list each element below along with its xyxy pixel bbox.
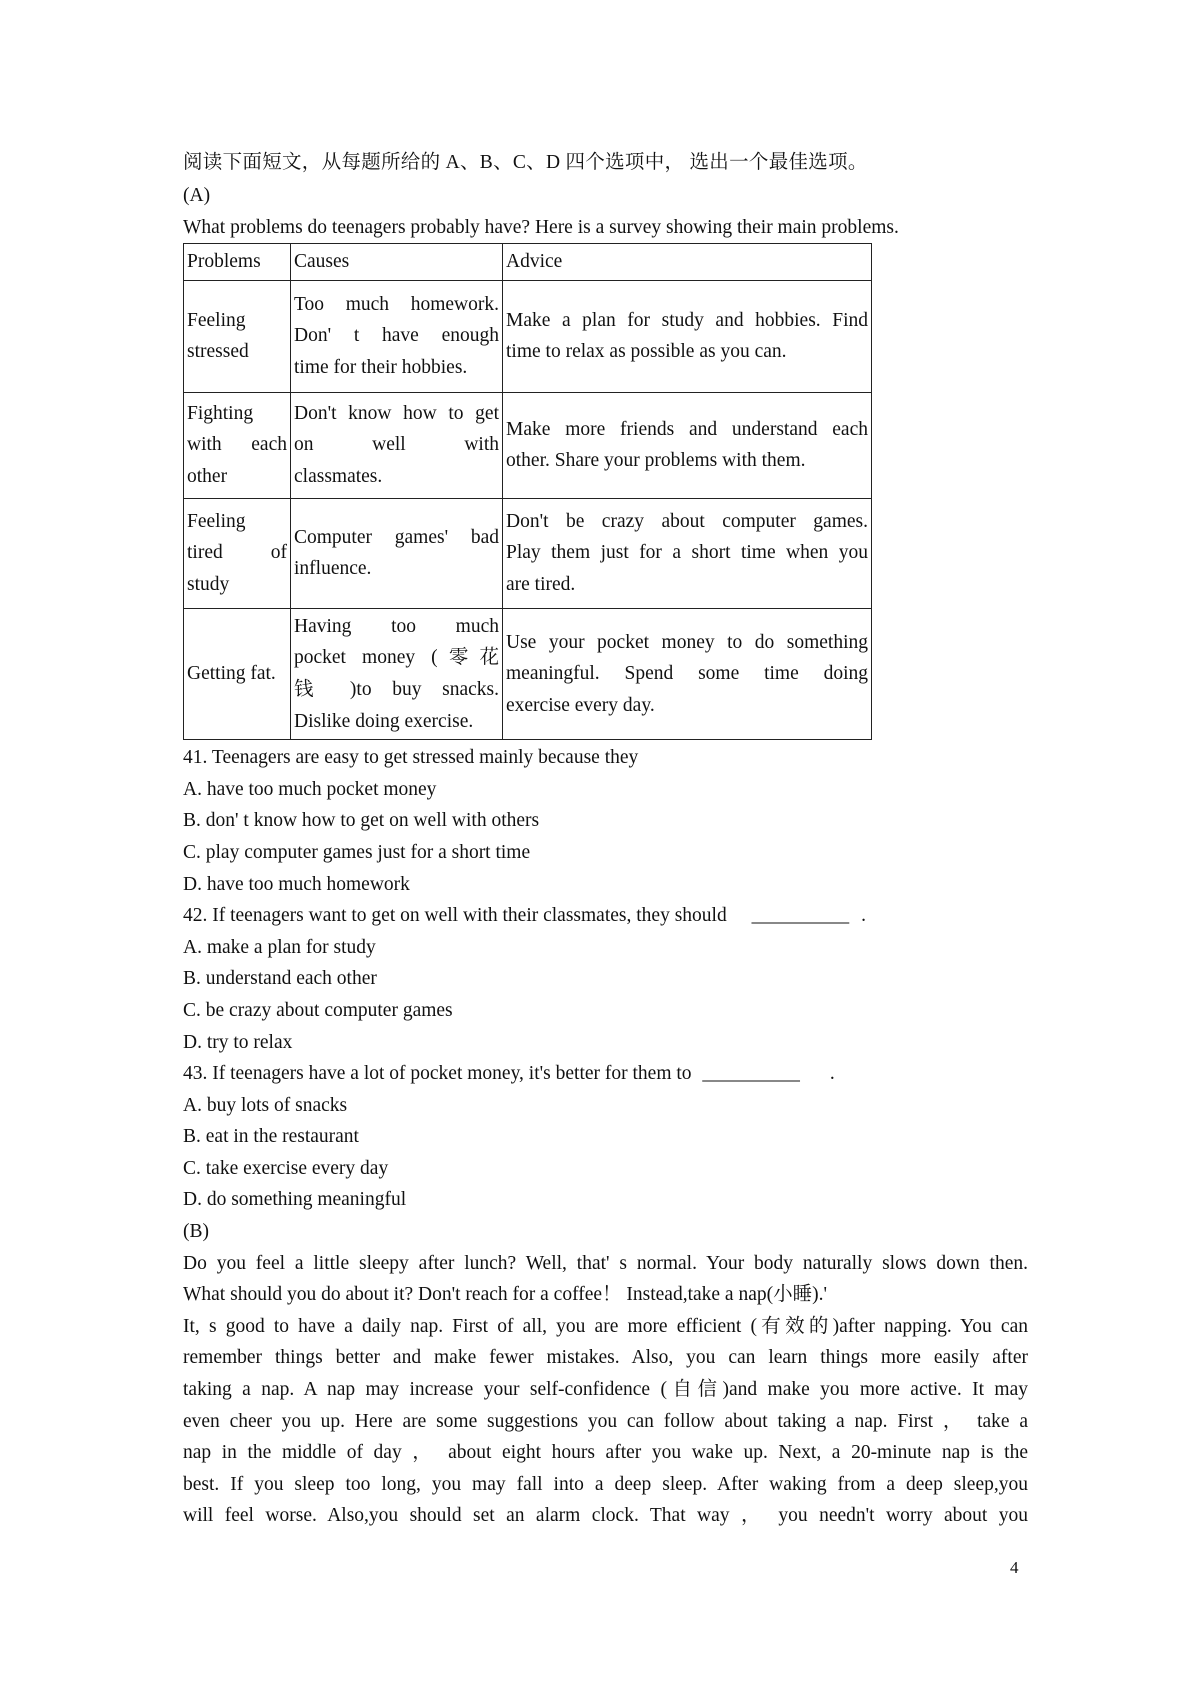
- cell-line: Make a plan for study and hobbies. Find: [506, 309, 868, 331]
- problem-cell: [184, 280, 291, 392]
- passage-line: even cheer you up. Here are some suggestions you can follow about taking a nap. First ， take a: [183, 1410, 1028, 1432]
- document-page: [183, 146, 1028, 1532]
- cell-line: time for their hobbies.: [294, 357, 468, 379]
- table-row: [184, 498, 872, 608]
- question-43: [183, 1058, 1028, 1090]
- question-42-option-b: B. understand each other: [183, 968, 377, 990]
- advice-cell: [503, 608, 872, 739]
- table-header-row: [184, 244, 872, 281]
- question-43-end: .: [829, 1063, 835, 1085]
- cell-line: are tired.: [506, 574, 576, 596]
- cell-line: Don't be crazy about computer games.: [506, 510, 868, 532]
- causes-cell: [291, 280, 503, 392]
- header-advice: Advice: [503, 244, 872, 281]
- passage-line: will feel worse. Also,you should set an alarm clock. That way ， you needn't worry about you: [183, 1505, 1028, 1527]
- question-43-stem: 43. If teenagers have a lot of pocket money, it's better for them to: [183, 1063, 692, 1085]
- question-42-end: .: [861, 905, 866, 927]
- section-b-label: (B): [183, 1221, 209, 1243]
- cell-line: Feeling: [187, 309, 246, 331]
- cell-line: Don' t have enough: [294, 325, 499, 347]
- passage-line: It, s good to have a daily nap. First of all, you are more efficient (有效的)after napping. You can: [183, 1315, 1028, 1337]
- section-a-label: (A): [183, 185, 211, 206]
- passage-line: nap in the middle of day ， about eight hours after you wake up. Next, a 20-minute nap is the: [183, 1442, 1028, 1464]
- cell-line: stressed: [187, 341, 249, 363]
- cell-line: Too much homework.: [294, 293, 499, 315]
- cell-line: Dislike doing exercise.: [294, 710, 474, 732]
- cell-line: Having too much: [294, 615, 499, 637]
- cell-line: meaningful. Spend some time doing: [506, 663, 868, 685]
- advice-cell: [503, 498, 872, 608]
- question-42-blank: __________: [751, 905, 850, 927]
- advice-cell: [503, 392, 872, 498]
- causes-cell: [291, 498, 503, 608]
- cell-line: pocket money (零花: [294, 647, 499, 669]
- cell-line: other. Share your problems with them.: [506, 450, 806, 472]
- question-43-option-b: B. eat in the restaurant: [183, 1126, 359, 1148]
- cell-line: Make more friends and understand each: [506, 418, 868, 440]
- cell-line: other: [187, 466, 228, 488]
- cell-line: on well with: [294, 434, 499, 456]
- problem-cell: [184, 392, 291, 498]
- question-42: [183, 900, 1028, 932]
- section-a-intro: What problems do teenagers probably have? Here is a survey showing their main problems.: [183, 216, 899, 238]
- cell-line: Play them just for a short time when you: [506, 542, 868, 564]
- cell-line: influence.: [294, 558, 372, 580]
- table-row: [184, 280, 872, 392]
- causes-cell: [291, 392, 503, 498]
- question-42-option-d: D. try to relax: [183, 1031, 293, 1053]
- cell-line: Fighting: [187, 402, 254, 424]
- question-42-option-a: A. make a plan for study: [183, 936, 376, 958]
- question-41-option-a: A. have too much pocket money: [183, 778, 437, 800]
- question-41-option-b: B. don' t know how to get on well with others: [183, 810, 540, 832]
- cell-line: Getting fat.: [187, 663, 276, 685]
- question-41-option-d: D. have too much homework: [183, 873, 410, 895]
- question-42-stem: 42. If teenagers want to get on well with their classmates, they should: [183, 905, 727, 927]
- cell-line: Don't know how to get: [294, 402, 499, 424]
- survey-table: [183, 243, 872, 740]
- cell-line: 钱 )to buy snacks.: [294, 678, 499, 700]
- problem-cell: [184, 608, 291, 739]
- question-41-stem: 41. Teenagers are easy to get stressed mainly because they: [183, 747, 639, 769]
- cell-line: study: [187, 574, 230, 596]
- cell-line: Feeling: [187, 510, 246, 532]
- header-problems: Problems: [184, 244, 291, 281]
- page-number: 4: [1010, 1558, 1019, 1577]
- question-43-option-c: C. take exercise every day: [183, 1157, 389, 1179]
- cell-line: exercise every day.: [506, 694, 655, 716]
- cell-line: with each: [187, 434, 287, 456]
- cell-line: time to relax as possible as you can.: [506, 341, 787, 363]
- instructions-text: 阅读下面短文，从每题所给的 A、B、C、D 四个选项中， 选出一个最佳选项。: [183, 152, 868, 173]
- problem-cell: [184, 498, 291, 608]
- passage-line: remember things better and make fewer mistakes. Also, you can learn things more easily after: [183, 1347, 1028, 1369]
- causes-cell: [291, 608, 503, 739]
- question-42-option-c: C. be crazy about computer games: [183, 999, 453, 1021]
- cell-line: Computer games' bad: [294, 526, 499, 548]
- advice-cell: [503, 280, 872, 392]
- table-row: [184, 392, 872, 498]
- passage-line: What should you do about it? Don't reach for a coffee！ Instead,take a nap(小睡).': [183, 1284, 827, 1306]
- question-41-option-c: C. play computer games just for a short time: [183, 841, 531, 863]
- table-row: [184, 608, 872, 739]
- passage-line: best. If you sleep too long, you may fall into a deep sleep. After waking from a deep sleep,you: [183, 1473, 1028, 1495]
- question-43-option-d: D. do something meaningful: [183, 1189, 407, 1211]
- cell-line: Use your pocket money to do something: [506, 631, 868, 653]
- question-43-blank: __________: [702, 1063, 800, 1085]
- passage-line: taking a nap. A nap may increase your self-confidence (自信)and make you more active. It may: [183, 1379, 1028, 1401]
- question-43-option-a: A. buy lots of snacks: [183, 1094, 348, 1116]
- cell-line: tired of: [187, 542, 287, 564]
- header-causes: Causes: [291, 244, 503, 281]
- cell-line: classmates.: [294, 466, 383, 488]
- passage-line: Do you feel a little sleepy after lunch? Well, that' s normal. Your body naturally slows down then.: [183, 1252, 1028, 1274]
